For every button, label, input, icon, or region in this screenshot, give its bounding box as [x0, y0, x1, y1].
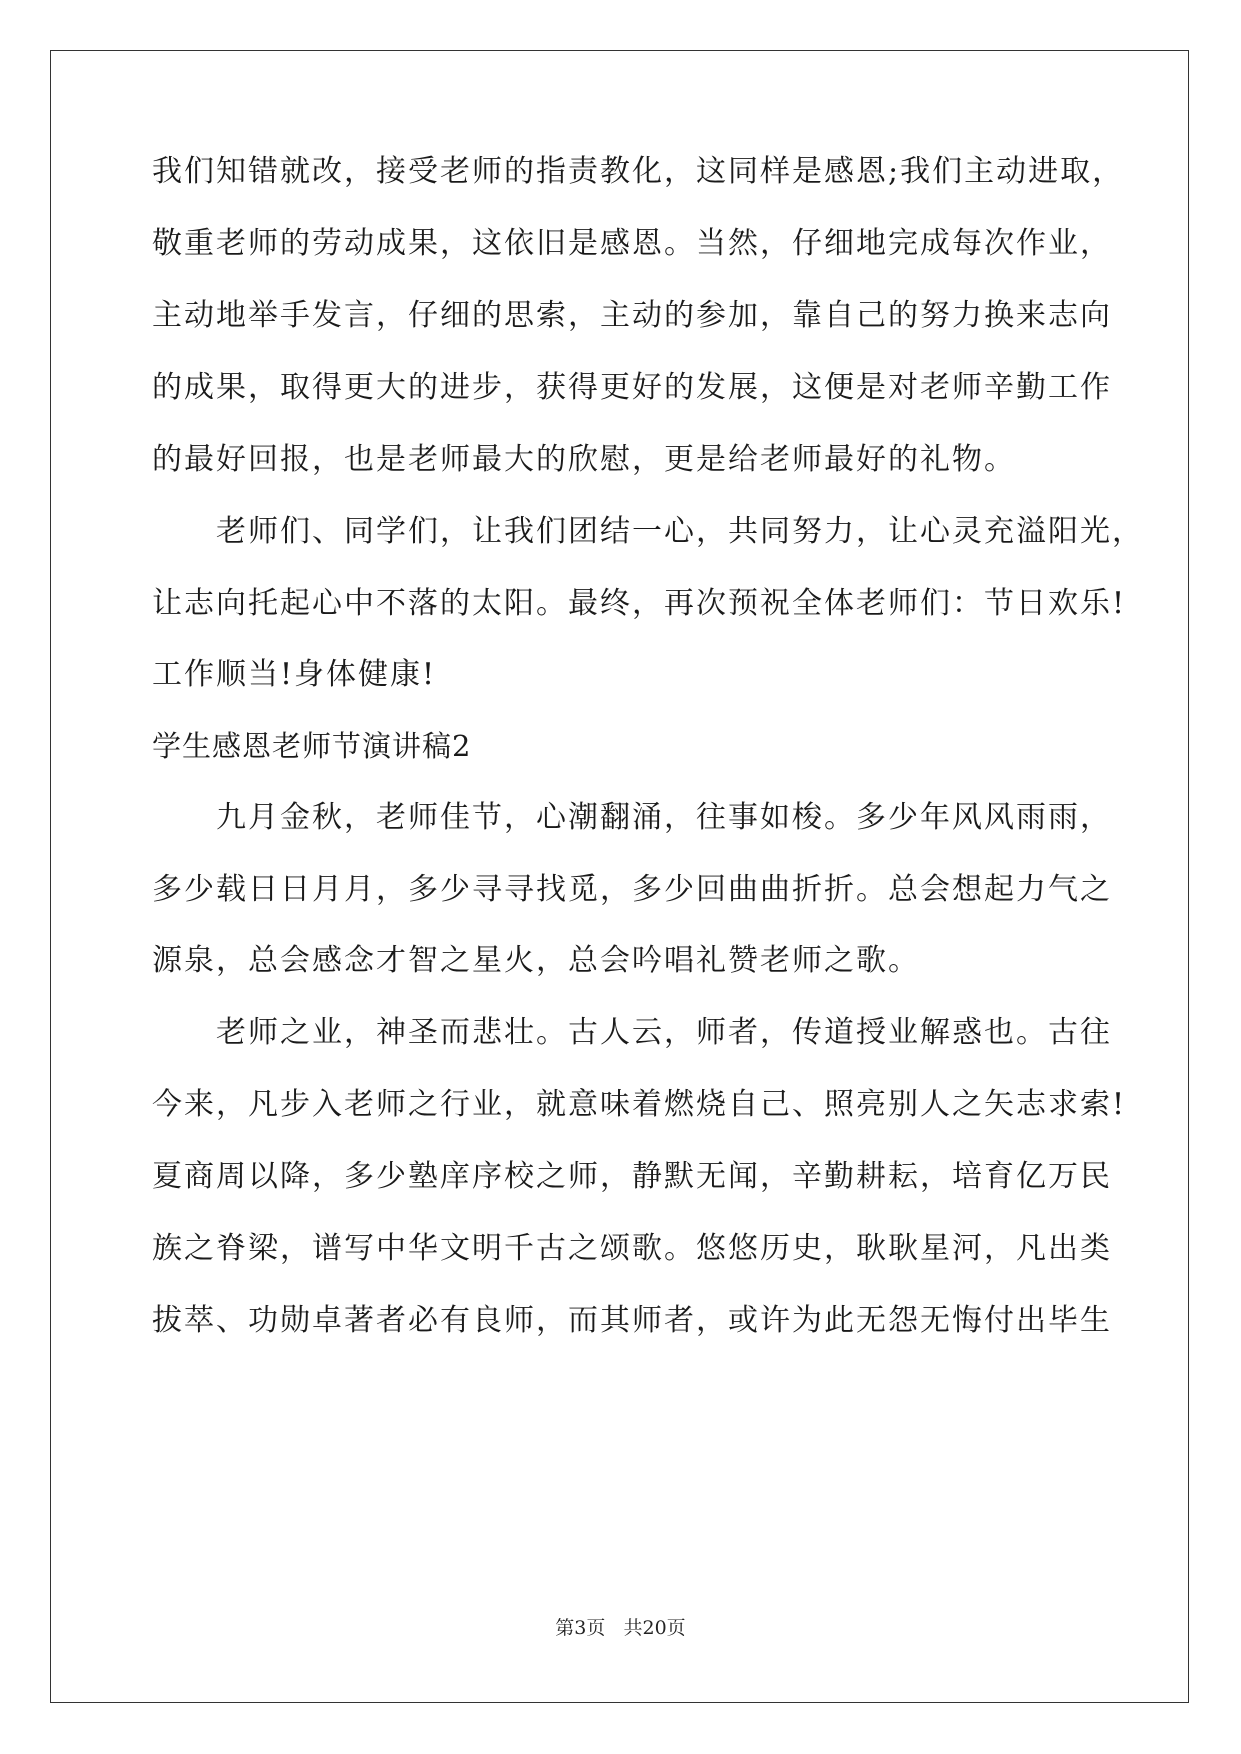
page-number-footer: 第3页 共20页 — [555, 1617, 686, 1639]
text-line: 我们知错就改，接受老师的指责教化，这同样是感恩;我们主动进取， — [152, 154, 1125, 189]
text-line: 让志向托起心中不落的太阳。最终，再次预祝全体老师们：节日欢乐! — [152, 586, 1127, 621]
text-line: 的成果，取得更大的进步，获得更好的发展，这便是对老师辛勤工作 — [152, 370, 1112, 405]
text-line: 敬重老师的劳动成果，这依旧是感恩。当然，仔细地完成每次作业， — [152, 226, 1112, 261]
text-line: 老师们、同学们，让我们团结一心，共同努力，让心灵充溢阳光， — [216, 514, 1144, 549]
text-line: 老师之业，神圣而悲壮。古人云，师者，传道授业解惑也。古往 — [216, 1015, 1112, 1050]
text-line: 族之脊梁，谱写中华文明千古之颂歌。悠悠历史，耿耿星河，凡出类 — [152, 1231, 1112, 1266]
text-line: 多少载日日月月，多少寻寻找觅，多少回曲曲折折。总会想起力气之 — [152, 872, 1112, 907]
text-line: 今来，凡步入老师之行业，就意味着燃烧自己、照亮别人之矢志求索! — [152, 1087, 1127, 1122]
text-line: 九月金秋，老师佳节，心潮翻涌，往事如梭。多少年风风雨雨， — [216, 800, 1112, 835]
text-line: 拔萃、功勋卓著者必有良师，而其师者，或许为此无怨无悔付出毕生 — [152, 1303, 1112, 1338]
text-line: 源泉，总会感念才智之星火，总会吟唱礼赞老师之歌。 — [152, 943, 920, 978]
text-line: 工作顺当!身体健康! — [152, 657, 437, 692]
text-line: 夏商周以降，多少塾庠序校之师，静默无闻，辛勤耕耘，培育亿万民 — [152, 1159, 1112, 1194]
text-line: 主动地举手发言，仔细的思索，主动的参加，靠自己的努力换来志向 — [152, 298, 1112, 333]
text-line: 的最好回报，也是老师最大的欣慰，更是给老师最好的礼物。 — [152, 442, 1016, 477]
section-heading: 学生感恩老师节演讲稿2 — [152, 729, 472, 763]
